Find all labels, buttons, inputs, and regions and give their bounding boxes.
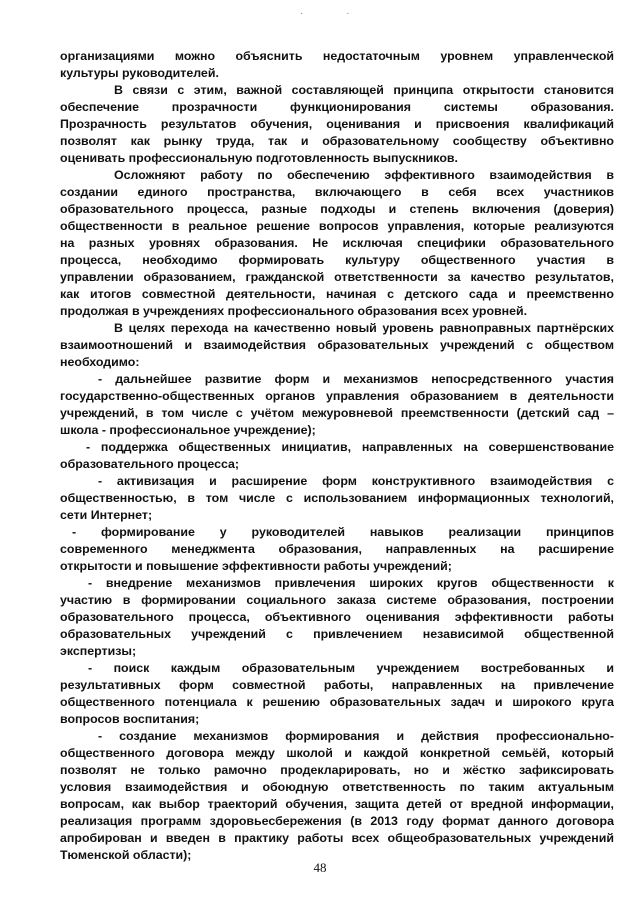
text-line: результативных форм совместной работы, направленных на привлечение [60,678,614,692]
text-line: управлении образованием, гражданской ответственности за качество результатов, [60,270,614,284]
text-line: Осложняют работу по обеспечению эффективного взаимодействия в [114,168,614,182]
text-line: государственно-общественных органов управления образованием в деятельности [60,389,614,403]
text-line: образовательного процесса, объективного оценивания эффективности работы [60,610,614,624]
text-line: апробирован и введен в практику работы всех общеобразовательных учреждений [60,831,614,845]
text-line: сети Интернет; [60,508,153,522]
text-line: общественного договора между школой и каждой конкретной семьёй, который [60,746,614,760]
text-line: обеспечение прозрачности функционирования системы образования. [60,100,614,114]
text-line: организациями можно объяснить недостаточным уровнем управленческой [60,49,614,63]
text-line: школа - профессиональное учреждение); [60,423,316,437]
text-line: позволят не только рамочно продекларировать, но и жёстко зафиксировать [60,763,614,777]
text-line: взаимоотношений и взаимодействия образовательных учреждений с обществом [60,338,614,352]
scan-artifacts: · · [300,8,370,19]
text-line: общественностью, в том числе с использованием информационных технологий, [60,491,614,505]
text-line: экспертизы; [60,644,137,658]
text-line: реализация программ здоровьесбережения (в 2013 году формат данного договора [60,814,614,828]
text-line: - поиск каждым образовательным учреждением востребованных и [88,661,614,675]
text-line: современного менеджмента образования, направленных на расширение [60,542,614,556]
text-line: вопросам, как выбор траекторий обучения, защита детей от вредной информации, [60,797,614,811]
text-line: позволят как рынку труда, так и образовательному сообществу объективно [60,134,614,148]
text-line: открытости и повышение эффективности работы учреждений; [60,559,452,573]
text-line: создании единого пространства, включающего в себя всех участников [60,185,614,199]
text-line: культуры руководителей. [60,66,219,80]
text-line: образовательных учреждений с привлечением независимой общественной [60,627,614,641]
text-line: общественного потенциала к решению образовательных задач и широкого круга [60,695,614,709]
text-line: В связи с этим, важной составляющей принципа открытости становится [114,83,614,97]
text-line: В целях перехода на качественно новый уровень равноправных партнёрских [114,321,614,335]
text-line: оценивать профессиональную подготовленность выпускников. [60,151,458,165]
text-line: - активизация и расширение форм конструктивного взаимодействия с [98,474,614,488]
text-line: на разных уровнях образования. Не исключая специфики образовательного [60,236,614,250]
text-line: участию в формировании социального заказа системе образования, построении [60,593,614,607]
text-line: - поддержка общественных инициатив, направленных на совершенствование [86,440,614,454]
text-line: продолжая в учреждениях профессионального образования всех уровней. [60,304,528,318]
text-line: Тюменской области); [60,848,192,862]
text-line: образовательного процесса; [60,457,240,471]
text-line: необходимо: [60,355,140,369]
text-line: процесса, необходимо формировать культуру общественного участия в [60,253,614,267]
text-line: - создание механизмов формирования и действия профессионально- [98,729,614,743]
text-line: Прозрачность результатов обучения, оценивания и присвоения квалификаций [60,117,614,131]
text-line: условия взаимодействия и обоюдную ответственность по таким актуальным [60,780,614,794]
text-line: - внедрение механизмов привлечения широких кругов общественности к [88,576,614,590]
text-line: как итогов совместной деятельности, начиная с детского сада и преемственно [60,287,614,301]
text-line: учреждений, в том числе с учётом межуровневой преемственности (детский сад – [60,406,614,420]
text-line: - дальнейшее развитие форм и механизмов непосредственного участия [98,372,614,386]
page-number: 48 [313,860,327,875]
text-line: вопросов воспитания; [60,712,200,726]
text-line: образовательного процесса, разные подходы и степень включения (доверия) [60,202,614,216]
text-line: - формирование у руководителей навыков реализации принципов [72,525,614,539]
text-line: общественности в реальное решение вопросов управления, которые реализуются [60,219,614,233]
